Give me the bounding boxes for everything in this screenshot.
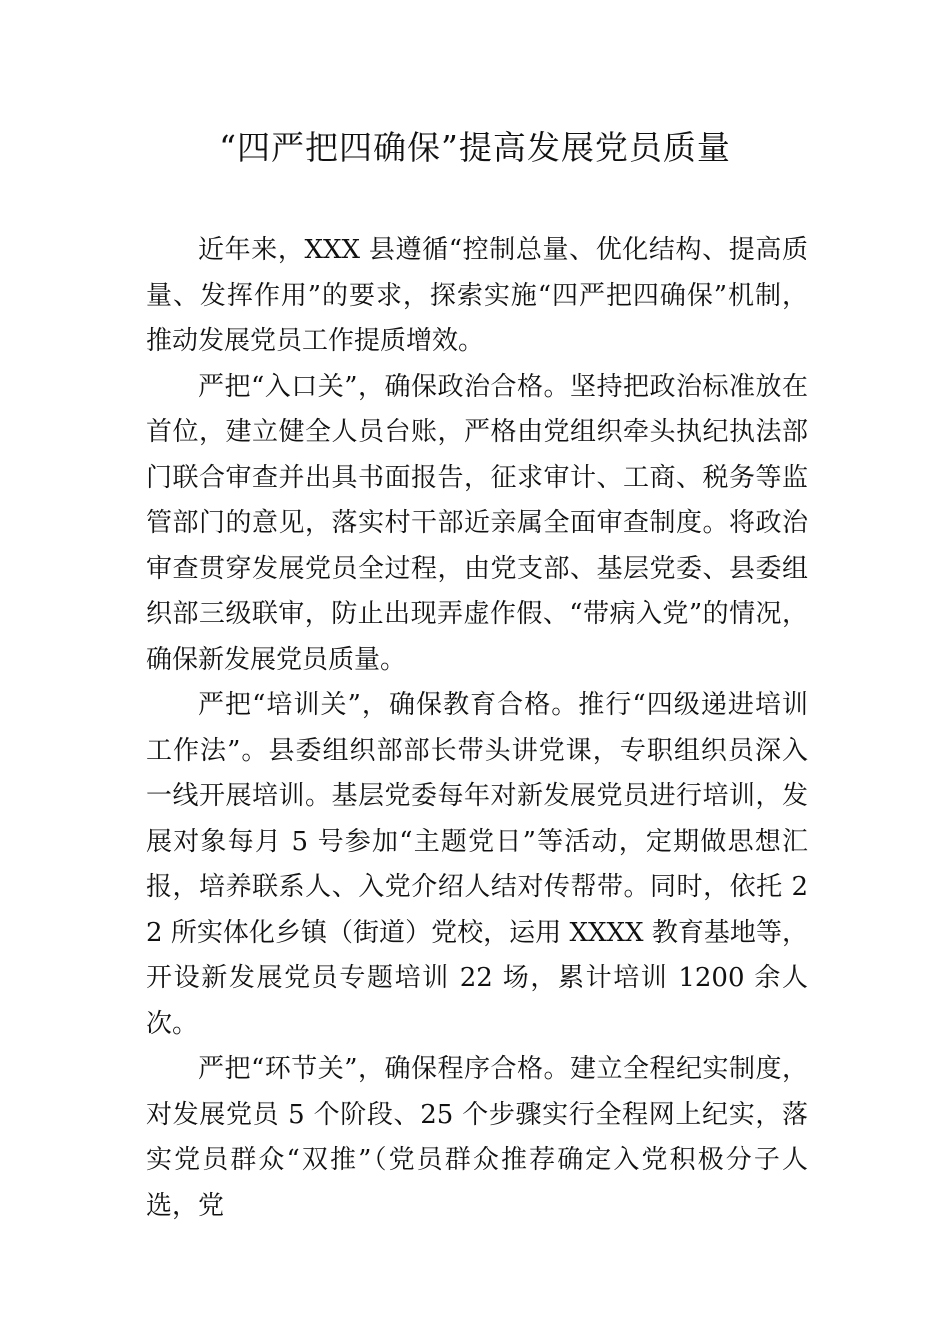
paragraph-procedure-check: 严把“环节关”，确保程序合格。建立全程纪实制度，对发展党员 5 个阶段、25 个步骤实行全程网上纪实，落实党员群众“双推”（党员群众推荐确定入党积极分子人选，党 [146,1054,808,1221]
paragraph-intro: 近年来，XXX 县遵循“控制总量、优化结构、提高质量、发挥作用”的要求，探索实施“四严把四确保”机制，推动发展党员工作提质增效。 [146,235,808,356]
paragraph-training-check: 严把“培训关”，确保教育合格。推行“四级递进培训工作法”。县委组织部部长带头讲党课，专职组织员深入一线开展培训。基层党委每年对新发展党员进行培训，发展对象每月 5 号参加“主题党日”等活动，定期做思想汇报，培养联系人、入党介绍人结对传帮带。同时，依托 22 所实体化乡镇（街道）党校，运用 XXXX 教育基地等，开设新发展党员专题培训 22 场，累计培训 1200 余人次。 [146,690,808,1039]
paragraph-entry-check: 严把“入口关”，确保政治合格。坚持把政治标准放在首位，建立健全人员台账，严格由党组织牵头执纪执法部门联合审查并出具书面报告，征求审计、工商、税务等监管部门的意见，落实村干部近亲属全面审查制度。将政治审查贯穿发展党员全过程，由党支部、基层党委、县委组织部三级联审，防止出现弄虚作假、“带病入党”的情况，确保新发展党员质量。 [146,371,808,675]
document-body [146,228,808,1229]
document-title: “四严把四确保”提高发展党员质量 [219,128,731,167]
